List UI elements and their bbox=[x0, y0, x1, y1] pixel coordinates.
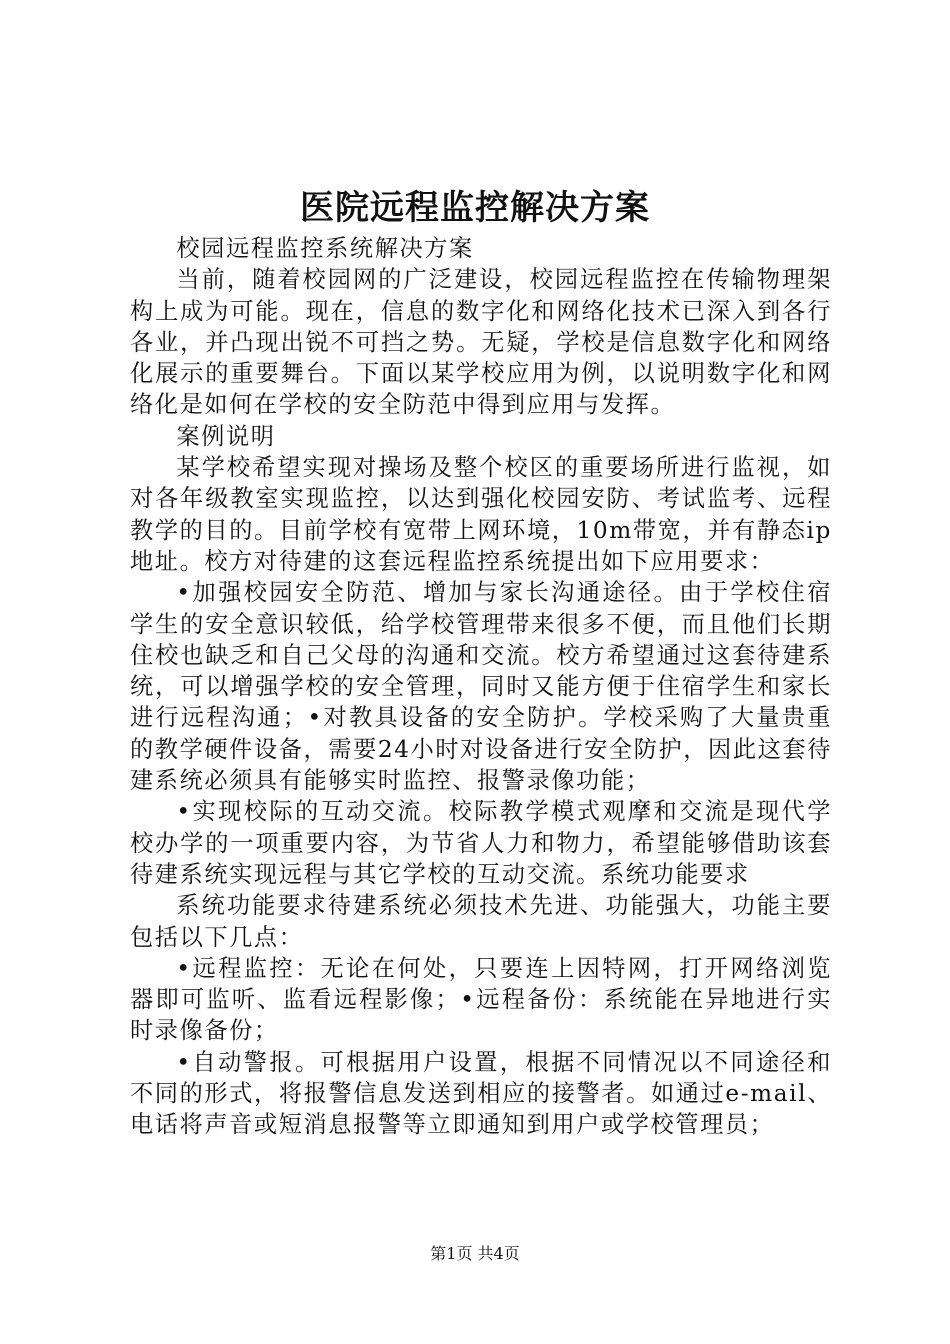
paragraph-bullet-exchange: •实现校际的互动交流。校际教学模式观摩和交流是现代学校办学的一项重要内容，为节省人力和物力，希望能够借助该套待建系统实现远程与其它学校的互动交流。系统功能要求 bbox=[130, 798, 832, 888]
page-footer: 第1页 共4页 bbox=[430, 1244, 520, 1263]
paragraph-subtitle: 校园远程监控系统解决方案 bbox=[176, 235, 474, 262]
paragraph-bullet-monitoring: •远程监控：无论在何处，只要连上因特网，打开网络浏览器即可监听、监看远程影像；•远程备份：系统能在异地进行实时录像备份； bbox=[130, 954, 832, 1045]
paragraph-bullet-security: •加强校园安全防范、增加与家长沟通途径。由于学校住宿学生的安全意识较低，给学校管理带来很多不便，而且他们长期住校也缺乏和自己父母的沟通和交流。校方希望通过这套待建系统，可以增强学校的安全管理，同时又能方便于住宿学生和家长进行远程沟通；•对教具设备的安全防护。学校采购了大量贵重的教学硬件设备，需要24小时对设备进行安全防护，因此这套待建系统必须具有能够实时监控、报警录像功能； bbox=[130, 579, 832, 795]
paragraph-intro: 当前，随着校园网的广泛建设，校园远程监控在传输物理架构上成为可能。现在，信息的数字化和网络化技术已深入到各行各业，并凸现出锐不可挡之势。无疑，学校是信息数字化和网络化展示的重要舞台。下面以某学校应用为例，以说明数字化和网络化是如何在学校的安全防范中得到应用与发挥。 bbox=[130, 266, 832, 419]
paragraph-requirements: 系统功能要求待建系统必须技术先进、功能强大，功能主要包括以下几点： bbox=[130, 892, 832, 951]
document-body bbox=[130, 233, 832, 1141]
document-title: 医院远程监控解决方案 bbox=[300, 188, 650, 228]
paragraph-bullet-alarm: •自动警报。可根据用户设置，根据不同情况以不同途径和不同的形式，将报警信息发送到相应的接警者。如通过e-mail、电话将声音或短消息报警等立即通知到用户或学校管理员； bbox=[130, 1048, 832, 1139]
paragraph-case-description: 某学校希望实现对操场及整个校区的重要场所进行监视，如对各年级教室实现监控，以达到强化校园安防、考试监考、远程教学的目的。目前学校有宽带上网环境，10m带宽，并有静态ip地址。校方对待建的这套远程监控系统提出如下应用要求： bbox=[130, 454, 832, 575]
paragraph-case-heading: 案例说明 bbox=[176, 422, 276, 450]
